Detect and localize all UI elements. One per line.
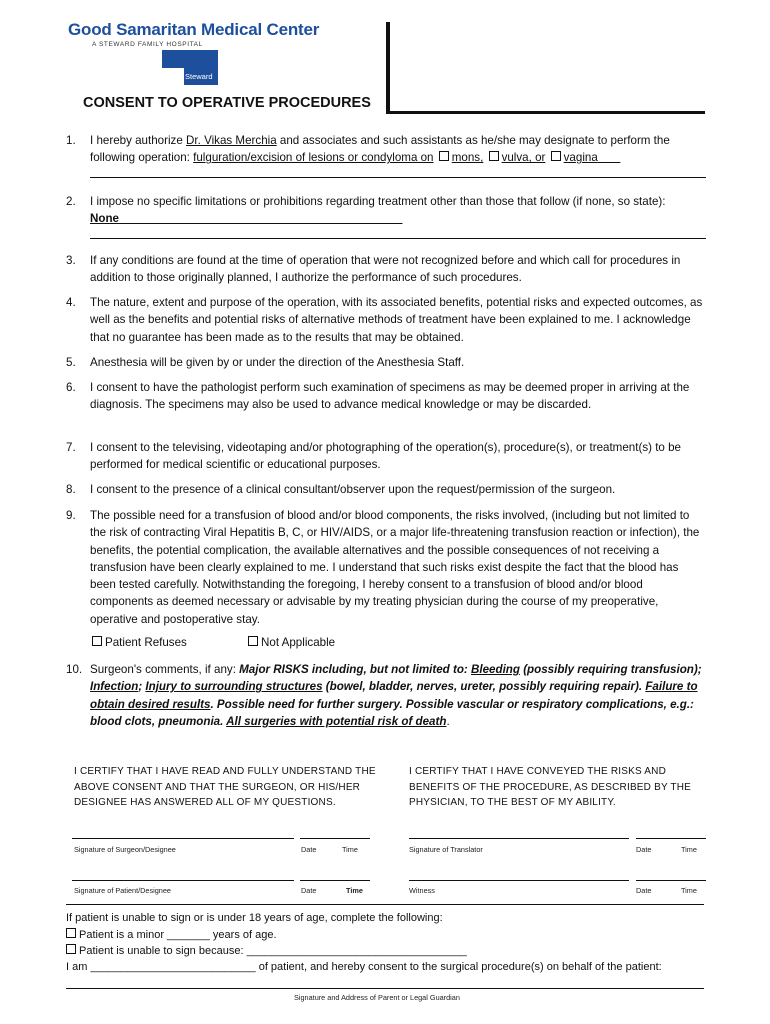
surgeon-signature-line[interactable] — [72, 838, 294, 839]
patient-signature-label: Signature of Patient/Designee — [74, 886, 171, 895]
checkbox-not-applicable[interactable] — [248, 636, 258, 646]
limitations-field[interactable]: None — [90, 212, 119, 226]
hospital-name: Good Samaritan Medical Center — [68, 20, 320, 39]
translator-certification: I CERTIFY THAT I HAVE CONVEYED THE RISKS AND BENEFITS OF THE PROCEDURE, AS DESCRIBED BY THE PHYSICIAN, TO THE BEST OF MY ABILITY. — [409, 766, 692, 808]
operation-field[interactable]: fulguration/excision of lesions or condyloma on — [193, 151, 434, 165]
consent-item-5: 5. Anesthesia will be given by or under the direction of the Anesthesia Staff. — [66, 356, 465, 369]
patient-date-label: Date — [301, 886, 317, 895]
witness-date-time-line[interactable] — [636, 880, 706, 881]
surgeon-date-time-line[interactable] — [300, 838, 370, 839]
minor-row: Patient is a minor _______ years of age. — [66, 928, 277, 941]
document-title: CONSENT TO OPERATIVE PROCEDURES — [83, 95, 371, 111]
checkbox-vagina[interactable] — [551, 151, 561, 161]
surgeon-signature-label: Signature of Surgeon/Designee — [74, 845, 176, 854]
consent-item-9: 9. The possible need for a transfusion of blood and/or blood components, the risks involved, (including but not limited to the risk of contracting Viral Hepatitis B, C, or HIV/AIDS, or a major life-threatening transfusion reaction or infection), the benefits, the potential complication, the available alternatives and the possible consequences of not receiving a transfusion have been clearly explained to me. I understand that such risks exist despite the fact that the blood has been tested carefully. Notwithstanding the foregoing, I hereby consent to a transfusion of blood and/or blood components as deemed necessary or advisable by my treating physician during the course of my preoperative, operative and postoperative stay. — [66, 509, 700, 626]
consent-item-8: 8. I consent to the presence of a clinical consultant/observer upon the request/permission of the surgeon. — [66, 483, 616, 496]
checkbox-vulva[interactable] — [489, 151, 499, 161]
witness-label: Witness — [409, 886, 435, 895]
unable-reason-field[interactable]: ____________________________________ — [246, 945, 467, 957]
witness-time-label: Time — [681, 886, 697, 895]
patient-label-box-left — [386, 22, 390, 114]
patient-signature-line[interactable] — [72, 880, 294, 881]
consent-item-2: 2. I impose no specific limitations or prohibitions regarding treatment other than those that follow (if none, so state): None — [66, 193, 706, 239]
section-divider — [66, 904, 704, 905]
surgeon-date-label: Date — [301, 845, 317, 854]
surgeon-comments[interactable]: Surgeon's comments, if any: Major RISKS including, but not limited to: Bleeding (possibly requiring transfusion); Infection; Injury to surrounding structures (bowel, bladder, nerves, ureter, possibly requiring repair). Failure to obtain desired results. Possible need for further surgery. Possible vascular or respiratory complications, e.g.: blood clots, pneumonia. All surgeries with potential risk of death. — [90, 663, 702, 728]
guardian-signature-label: Signature and Address of Parent or Legal Guardian — [294, 993, 460, 1002]
option-patient-refuses[interactable]: Patient Refuses — [90, 636, 187, 649]
patient-time-label: Time — [346, 886, 363, 895]
physician-name[interactable]: Dr. Vikas Merchia — [186, 134, 277, 147]
guardian-signature-line[interactable] — [66, 988, 704, 989]
checkbox-mons[interactable] — [439, 151, 449, 161]
relationship-row: I am ___________________________ of patient, and hereby consent to the surgical procedure(s) on behalf of the patient: — [66, 961, 662, 973]
translator-signature-line[interactable] — [409, 838, 629, 839]
witness-date-label: Date — [636, 886, 652, 895]
minor-intro: If patient is unable to sign or is under 18 years of age, complete the following: — [66, 912, 443, 924]
consent-item-1: 1. I hereby authorize Dr. Vikas Merchia and associates and such assistants as he/she may designate to perform the following operation: fulguration/excision of lesions or condyloma on mons, vulva, or vagina — [66, 132, 706, 178]
checkbox-minor[interactable] — [66, 928, 76, 938]
checkbox-unable[interactable] — [66, 944, 76, 954]
witness-signature-line[interactable] — [409, 880, 629, 881]
consent-item-10: 10. Surgeon's comments, if any: Major RISKS including, but not limited to: Bleeding (possibly requiring transfusion); Infection; Injury to surrounding structures (bowel, bladder, nerves, ureter, possibly requiring repair). Failure to obtain desired results. Possible need for further surgery. Possible vascular or respiratory complications, e.g.: blood clots, pneumonia. All surgeries with potential risk of death. — [66, 661, 706, 730]
logo-brand: Steward — [185, 72, 213, 81]
translator-time-label: Time — [681, 845, 697, 854]
translator-date-time-line[interactable] — [636, 838, 706, 839]
translator-signature-label: Signature of Translator — [409, 845, 483, 854]
unable-row: Patient is unable to sign because: ____________________________________ — [66, 944, 467, 957]
limitations-extra-line[interactable] — [90, 226, 706, 239]
operation-extra-line[interactable] — [90, 165, 706, 178]
hospital-tagline: A STEWARD FAMILY HOSPITAL — [92, 41, 203, 48]
relationship-field[interactable]: ___________________________ — [90, 961, 256, 973]
patient-certification: I CERTIFY THAT I HAVE READ AND FULLY UNDERSTAND THE ABOVE CONSENT AND THAT THE SURGEON, OR HIS/HER DESIGNEE HAS ANSWERED ALL OF MY QUESTIONS. — [74, 766, 376, 808]
consent-item-3: 3. If any conditions are found at the time of operation that were not recognized before and which call for procedures in addition to those originally planned, I authorize the performance of such procedures. — [66, 254, 681, 285]
translator-date-label: Date — [636, 845, 652, 854]
patient-label-box-bottom — [386, 111, 705, 114]
consent-item-4: 4. The nature, extent and purpose of the operation, with its associated benefits, potential risks and expected outcomes, as well as the benefits and potential risks of alternative methods of treatment have been explained to me. I acknowledge that no guarantee has been made as to the results that may be obtained. — [66, 296, 703, 344]
consent-item-7: 7. I consent to the televising, videotaping and/or photographing of the operation(s), procedure(s), or treatment(s) to be performed for medical scientific or educational purposes. — [66, 441, 681, 472]
consent-item-6: 6. I consent to have the pathologist perform such examination of specimens as may be deemed proper in arriving at the diagnosis. The specimens may also be used to advance medical knowledge or may be discarded. — [66, 381, 690, 412]
minor-age-field[interactable]: _______ — [167, 929, 210, 941]
steward-logo — [72, 50, 218, 85]
surgeon-time-label: Time — [342, 845, 358, 854]
checkbox-patient-refuses[interactable] — [92, 636, 102, 646]
patient-date-time-line[interactable] — [300, 880, 370, 881]
option-not-applicable[interactable]: Not Applicable — [246, 636, 335, 649]
